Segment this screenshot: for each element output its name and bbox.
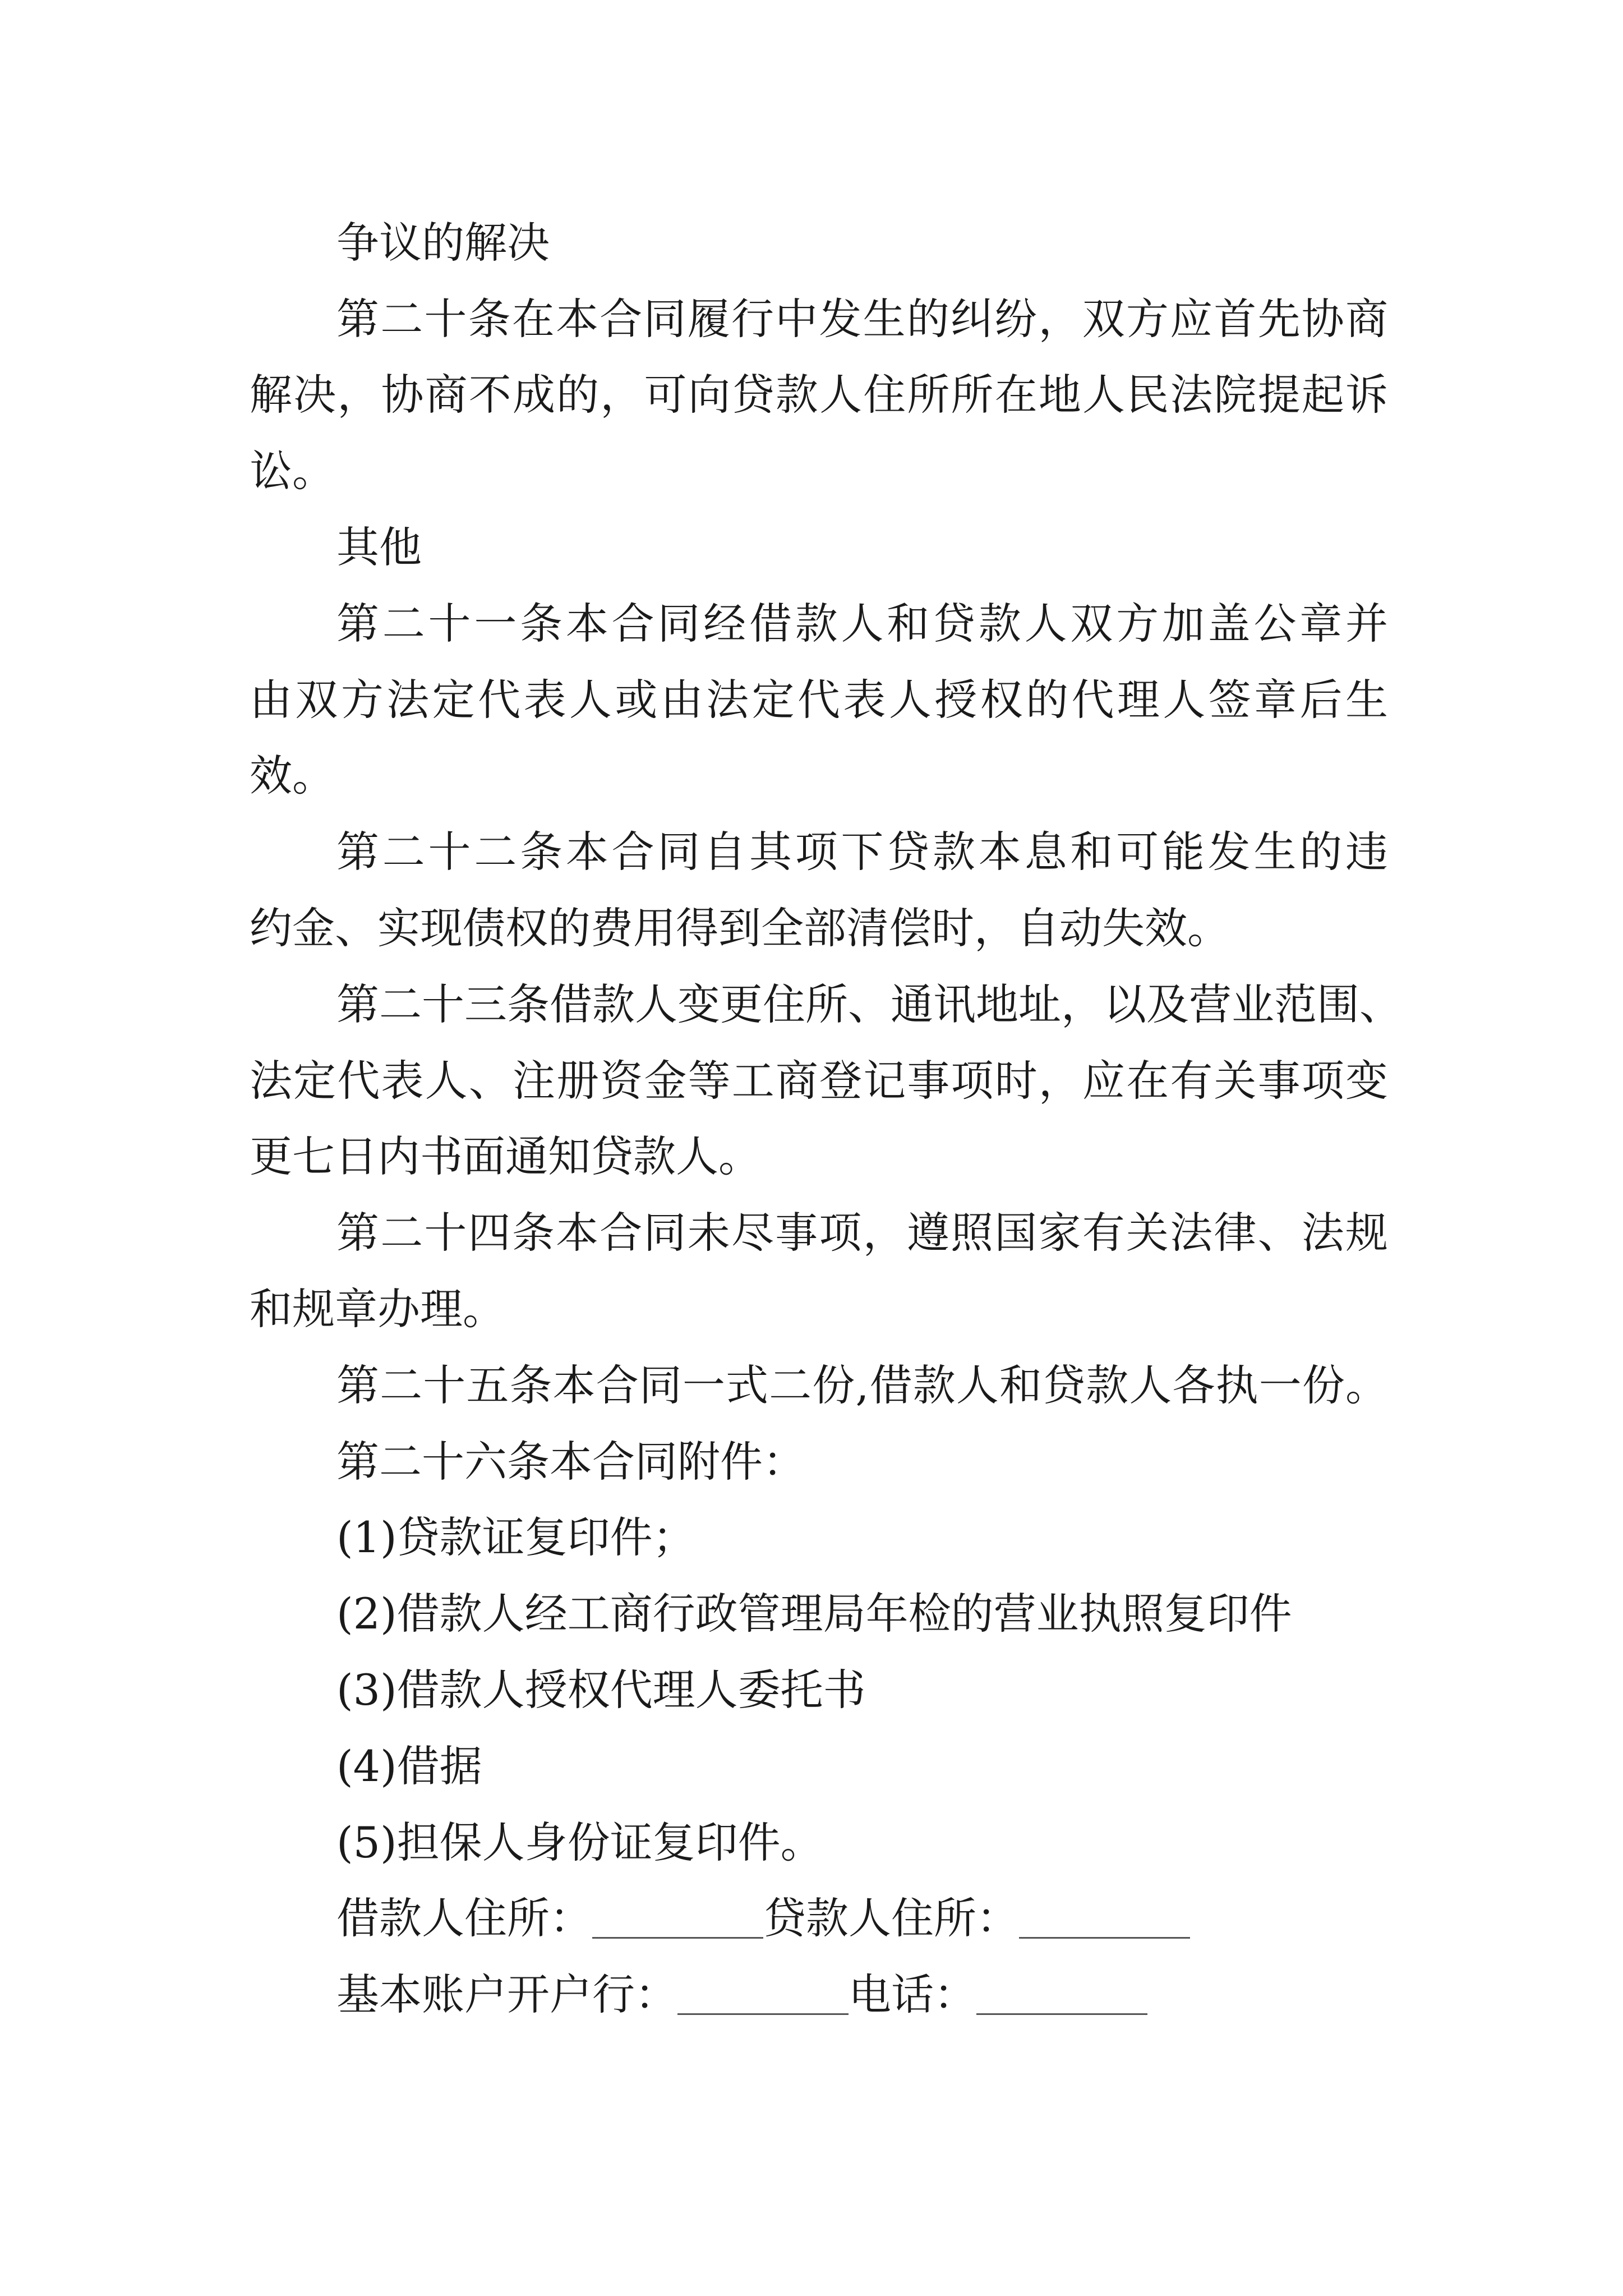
phone-label: 电话： bbox=[849, 1970, 976, 2019]
bank-blank bbox=[677, 1974, 849, 2015]
article-21-line-1: 第二十一条本合同经借款人和贷款人双方加盖公章并 bbox=[336, 599, 1388, 648]
lender-address-label: 贷款人住所： bbox=[763, 1893, 1019, 1943]
phone-blank bbox=[976, 1974, 1147, 2015]
attachment-1: (1)贷款证复印件； bbox=[336, 1512, 695, 1562]
article-26-line: 第二十六条本合同附件： bbox=[336, 1437, 805, 1487]
article-24-line-2: 和规章办理。 bbox=[250, 1284, 505, 1334]
attachment-4: (4)借据 bbox=[336, 1741, 482, 1791]
article-23-line-1: 第二十三条借款人变更住所、通讯地址，以及营业范围、 bbox=[336, 979, 1402, 1029]
article-20-line-1: 第二十条在本合同履行中发生的纠纷，双方应首先协商 bbox=[336, 294, 1388, 344]
lender-address-blank bbox=[1019, 1898, 1190, 1939]
article-24-line-1: 第二十四条本合同未尽事项，遵照国家有关法律、法规 bbox=[336, 1208, 1388, 1258]
section-heading-dispute: 争议的解决 bbox=[336, 218, 550, 268]
attachment-3: (3)借款人授权代理人委托书 bbox=[336, 1665, 866, 1715]
article-25-line: 第二十五条本合同一式二份,借款人和贷款人各执一份。 bbox=[336, 1360, 1388, 1410]
article-23-line-2: 法定代表人、注册资金等工商登记事项时，应在有关事项变 bbox=[250, 1056, 1388, 1106]
attachment-5: (5)担保人身份证复印件。 bbox=[336, 1818, 823, 1867]
borrower-address-label: 借款人住所： bbox=[336, 1893, 592, 1943]
attachment-2: (2)借款人经工商行政管理局年检的营业执照复印件 bbox=[336, 1589, 1292, 1639]
article-22-line-2: 约金、实现债权的费用得到全部清偿时，自动失效。 bbox=[250, 903, 1230, 953]
article-20-line-2: 解决，协商不成的，可向贷款人住所所在地人民法院提起诉 bbox=[250, 370, 1388, 420]
bank-phone-row bbox=[336, 1967, 1147, 2023]
article-21-line-3: 效。 bbox=[250, 751, 335, 800]
article-20-line-3: 讼。 bbox=[250, 446, 335, 496]
article-23-line-3: 更七日内书面通知贷款人。 bbox=[250, 1131, 761, 1181]
address-row bbox=[336, 1890, 1190, 1947]
article-22-line-1: 第二十二条本合同自其项下贷款本息和可能发生的违 bbox=[336, 827, 1388, 877]
article-21-line-2: 由双方法定代表人或由法定代表人授权的代理人签章后生 bbox=[250, 675, 1388, 725]
section-heading-other: 其他 bbox=[336, 522, 422, 572]
borrower-address-blank bbox=[592, 1898, 763, 1939]
bank-label: 基本账户开户行： bbox=[336, 1970, 677, 2019]
